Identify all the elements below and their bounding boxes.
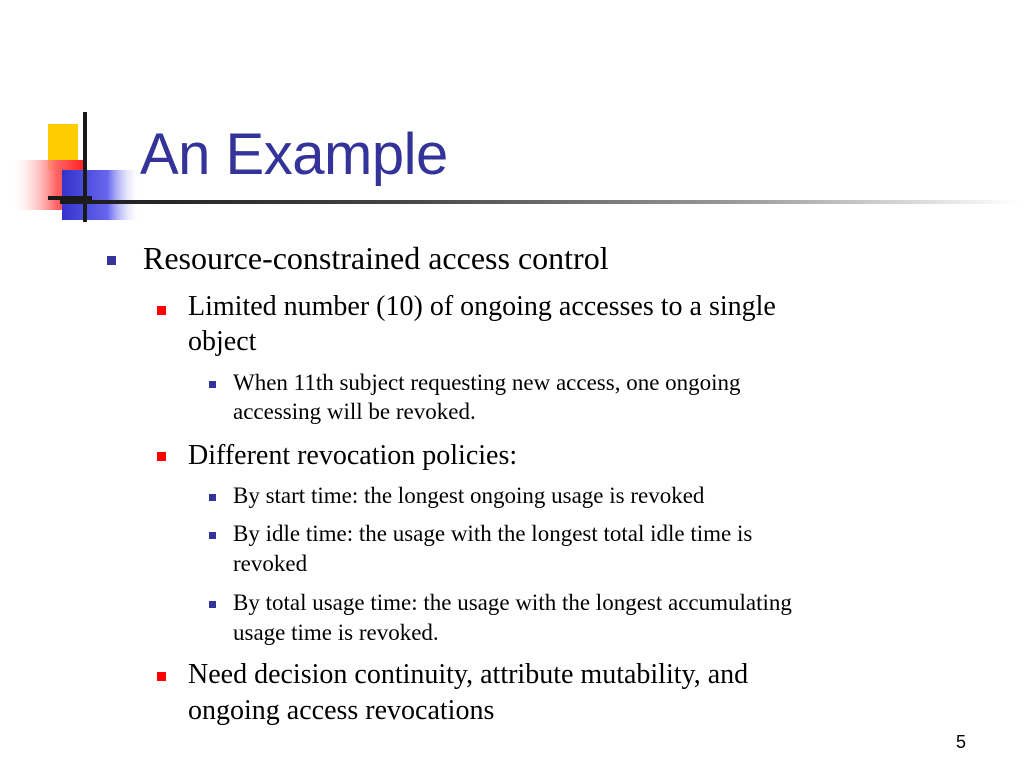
bullet-marker	[209, 494, 216, 501]
list-item: By idle time: the usage with the longest total idle time is	[233, 521, 753, 546]
list-item: Different revocation policies:	[188, 440, 518, 471]
page-number: 5	[955, 732, 966, 752]
list-item-continuation: usage time is revoked.	[233, 620, 439, 645]
list-item-continuation: object	[188, 326, 257, 357]
bullet-marker	[209, 601, 216, 608]
list-item-continuation: accessing will be revoked.	[233, 399, 476, 424]
list-item: By total usage time: the usage with the longest accumulating	[233, 590, 792, 615]
page-title: An Example	[140, 122, 448, 187]
bullet-marker	[157, 452, 166, 461]
list-item-continuation: ongoing access revocations	[188, 695, 495, 726]
list-item: Resource-constrained access control	[143, 240, 609, 276]
list-item-continuation: revoked	[233, 551, 308, 576]
bullet-marker	[157, 306, 166, 315]
list-item: By start time: the longest ongoing usage is revoked	[233, 483, 705, 508]
list-item: Limited number (10) of ongoing accesses to a single	[188, 291, 776, 322]
list-item: When 11th subject requesting new access, one ongoing	[233, 370, 741, 395]
bullet-marker	[107, 256, 116, 265]
list-item: Need decision continuity, attribute mutability, and	[188, 659, 749, 690]
bullet-marker	[209, 381, 216, 388]
bullet-marker	[209, 532, 216, 539]
bullet-marker	[157, 672, 166, 681]
